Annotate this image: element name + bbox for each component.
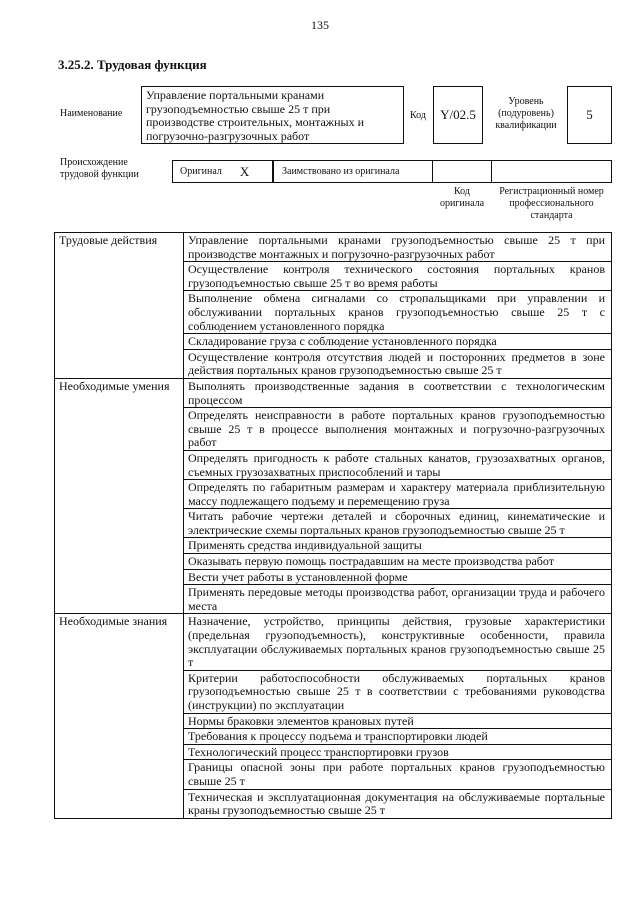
table-item-cell: Вести учет работы в установленной форме (184, 569, 612, 585)
registration-number-label: Регистрационный номер профессионального стандарта (499, 186, 604, 221)
origin-label: Происхождение трудовой функции (60, 157, 139, 180)
table-item-cell: Складирование груза с соблюдение установленного порядка (184, 334, 612, 350)
table-item-cell: Определять по габаритным размерам и характеру материала приблизительную массу подлежащего подъему и перемещению груза (184, 480, 612, 509)
table-item-cell: Применять передовые методы производства работ, организации труда и рабочего места (184, 585, 612, 614)
section-title-cell: Трудовые действия (55, 233, 184, 379)
table-item-cell: Управление портальными кранами грузоподъемностью свыше 25 т при производстве монтажных и погрузочно-разгрузочных работ (184, 233, 612, 262)
table-item-cell: Осуществление контроля отсутствия людей и посторонних предметов в зоне действия портальных кранов грузоподъемностью свыше 25 т (184, 349, 612, 378)
borrowed-cell (273, 160, 433, 183)
table-item-cell: Оказывать первую помощь пострадавшим на месте производства работ (184, 554, 612, 570)
table-item-cell: Границы опасной зоны при работе портальных кранов грузоподъемностью свыше 25 т (184, 760, 612, 789)
table-item-cell: Назначение, устройство, принципы действия, грузовые характеристики (предельная грузоподъемность), конструктивные особенности, правила эксплуатации обслуживаемых портальных кранов грузоподъемностью свыше 25 т (184, 614, 612, 670)
name-label: Наименование (60, 108, 123, 119)
table-item-cell: Определять неисправности в работе портальных кранов грузоподъемностью свыше 25 т в процессе выполнения монтажных и погрузочно-разгрузочных работ (184, 408, 612, 451)
table-item-cell: Применять средства индивидуальной защиты (184, 538, 612, 554)
table-row (55, 614, 612, 670)
original-label: Оригинал (180, 165, 222, 177)
table-item-cell: Технологический процесс транспортировки грузов (184, 744, 612, 760)
original-cell (172, 160, 273, 183)
original-code-cell (432, 160, 492, 183)
section-title-cell: Необходимые умения (55, 378, 184, 614)
code-value: Y/02.5 (433, 86, 483, 144)
function-name-value: Управление портальными кранами грузоподъемностью свыше 25 т при производстве строительных, монтажных и погрузочно-разгрузочных работ (141, 86, 404, 144)
original-mark: X (239, 163, 250, 179)
page-number: 135 (311, 18, 329, 32)
section-title: 3.25.2. Трудовая функция (58, 57, 207, 72)
qualification-level-label: Уровень (подуровень) квалификации (495, 96, 557, 131)
qualification-level-value: 5 (567, 86, 612, 144)
borrowed-label: Заимствовано из оригинала (282, 165, 400, 177)
code-label: Код (410, 110, 426, 121)
table-item-cell: Выполнять производственные задания в соответствии с технологическим процессом (184, 378, 612, 407)
section-title-cell: Необходимые знания (55, 614, 184, 818)
table-item-cell: Осуществление контроля технического состояния портальных кранов грузоподъемностью свыше 25 т во время работы (184, 262, 612, 291)
table-item-cell: Определять пригодность к работе стальных канатов, грузозахватных органов, съемных грузозахватных приспособлений и тары (184, 450, 612, 479)
table-item-cell: Нормы браковки элементов крановых путей (184, 713, 612, 729)
table-row (55, 233, 612, 262)
registration-number-cell (491, 160, 612, 183)
table-item-cell: Техническая и эксплуатационная документация на обслуживаемые портальные краны грузоподъемностью свыше 25 т (184, 789, 612, 818)
table-item-cell: Выполнение обмена сигналами со стропальщиками при управлении и обслуживании портальных кранов грузоподъемностью свыше 25 т с соблюдением установленного порядка (184, 291, 612, 334)
table-item-cell: Требования к процессу подъема и транспортировки людей (184, 729, 612, 745)
labor-function-table (54, 232, 612, 819)
table-row (55, 378, 612, 407)
table-item-cell: Читать рабочие чертежи деталей и сборочных единиц, кинематические и электрические схемы портальных кранов грузоподъемностью свыше 25 т (184, 509, 612, 538)
original-code-label: Код оригинала (439, 186, 485, 209)
table-item-cell: Критерии работоспособности обслуживаемых портальных кранов грузоподъемностью свыше 25 т в соответствии с требованиями руководства (инструкции) по эксплуатации (184, 670, 612, 713)
